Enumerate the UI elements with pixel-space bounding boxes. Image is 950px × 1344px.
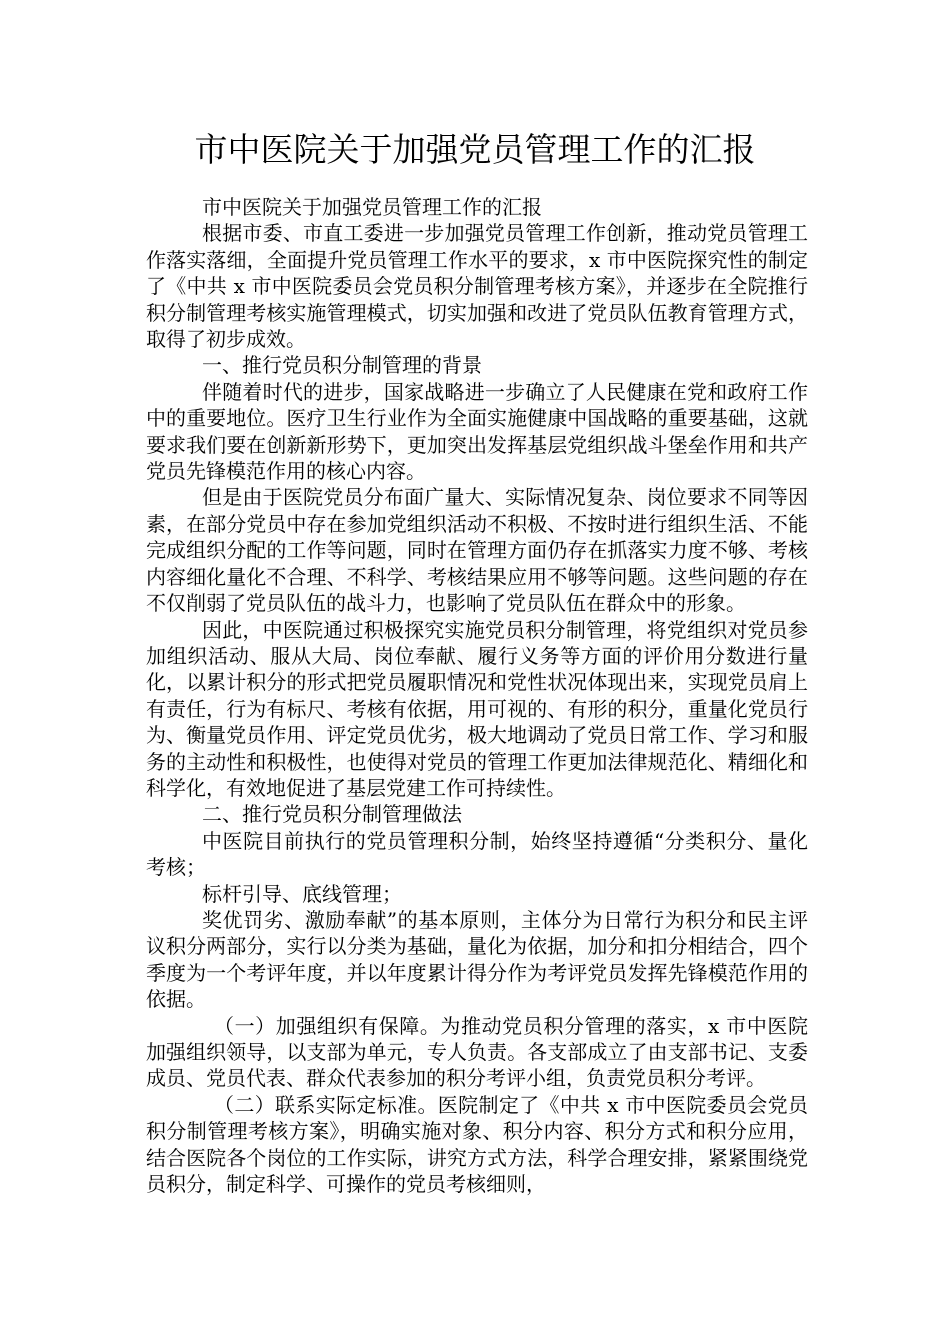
paragraph-subtitle: 市中医院关于加强党员管理工作的汇报 [202,195,542,219]
paragraph-background-3: 因此，中医院通过积极探究实施党员积分制管理，将党组织对党员参加组织活动、服从大局、岗位奉献、履行义务等方面的评价用分数进行量化，以累计积分的形式把党员履职情况和党性状况体现出来，实现党员肩上有责任，行为有标尺、考核有依据，用可视的、有形的积分，重量化党员行为、衡量党员作用、评定党员优劣，极大地调动了党员日常工作、学习和服务的主动性和积极性，也使得对党员的管理工作更加法律规范化、精细化和科学化，有效地促进了基层党建工作可持续性。 [146,617,808,800]
paragraph-intro: 根据市委、市直工委进一步加强党员管理工作创新，推动党员管理工作落实落细，全面提升党员管理工作水平的要求，x 市中医院探究性的制定了《中共 x 市中医院委员会党员积分制管理考核方案》，并逐步在全院推行积分制管理考核实施管理模式，切实加强和改进了党员队伍教育管理方式，取得了初步成效。 [146,221,808,352]
paragraph-methods-1: 中医院目前执行的党员管理积分制，始终坚持遵循“分类积分、量化考核； [146,828,808,880]
paragraph-organization: （一）加强组织有保障。为推动党员积分管理的落实，x 市中医院加强组织领导，以支部为单元，专人负责。各支部成立了由支部书记、支委成员、党员代表、群众代表参加的积分考评小组，负责党员积分考评。 [146,1013,808,1091]
paragraph-methods-3: 奖优罚劣、激励奉献”的基本原则，主体分为日常行为积分和民主评议积分两部分，实行以分类为基础，量化为依据，加分和扣分相结合，四个季度为一个考评年度，并以年度累计得分作为考评党员发挥先锋模范作用的依据。 [146,907,808,1012]
paragraph-methods-2: 标杆引导、底线管理； [202,881,402,906]
section-heading-methods: 二、推行党员积分制管理做法 [202,802,462,827]
section-heading-background: 一、推行党员积分制管理的背景 [202,353,482,378]
paragraph-standards: （二）联系实际定标准。医院制定了《中共 x 市中医院委员会党员积分制管理考核方案》，明确实施对象、积分内容、积分方式和积分应用，结合医院各个岗位的工作实际，讲究方式方法，科学合理安排，紧紧围绕党员积分，制定科学、可操作的党员考核细则， [146,1092,808,1197]
document-body [146,194,808,1197]
paragraph-background-1: 伴随着时代的进步，国家战略进一步确立了人民健康在党和政府工作中的重要地位。医疗卫生行业作为全面实施健康中国战略的重要基础，这就要求我们要在创新新形势下，更加突出发挥基层党组织战斗堡垒作用和共产党员先锋模范作用的核心内容。 [146,379,808,484]
paragraph-background-2: 但是由于医院党员分布面广量大、实际情况复杂、岗位要求不同等因素，在部分党员中存在参加党组织活动不积极、不按时进行组织生活、不能完成组织分配的工作等问题，同时在管理方面仍存在抓落实力度不够、考核内容细化量化不合理、不科学、考核结果应用不够等问题。这些问题的存在不仅削弱了党员队伍的战斗力，也影响了党员队伍在群众中的形象。 [146,485,808,616]
document-title: 市中医院关于加强党员管理工作的汇报 [194,130,756,169]
